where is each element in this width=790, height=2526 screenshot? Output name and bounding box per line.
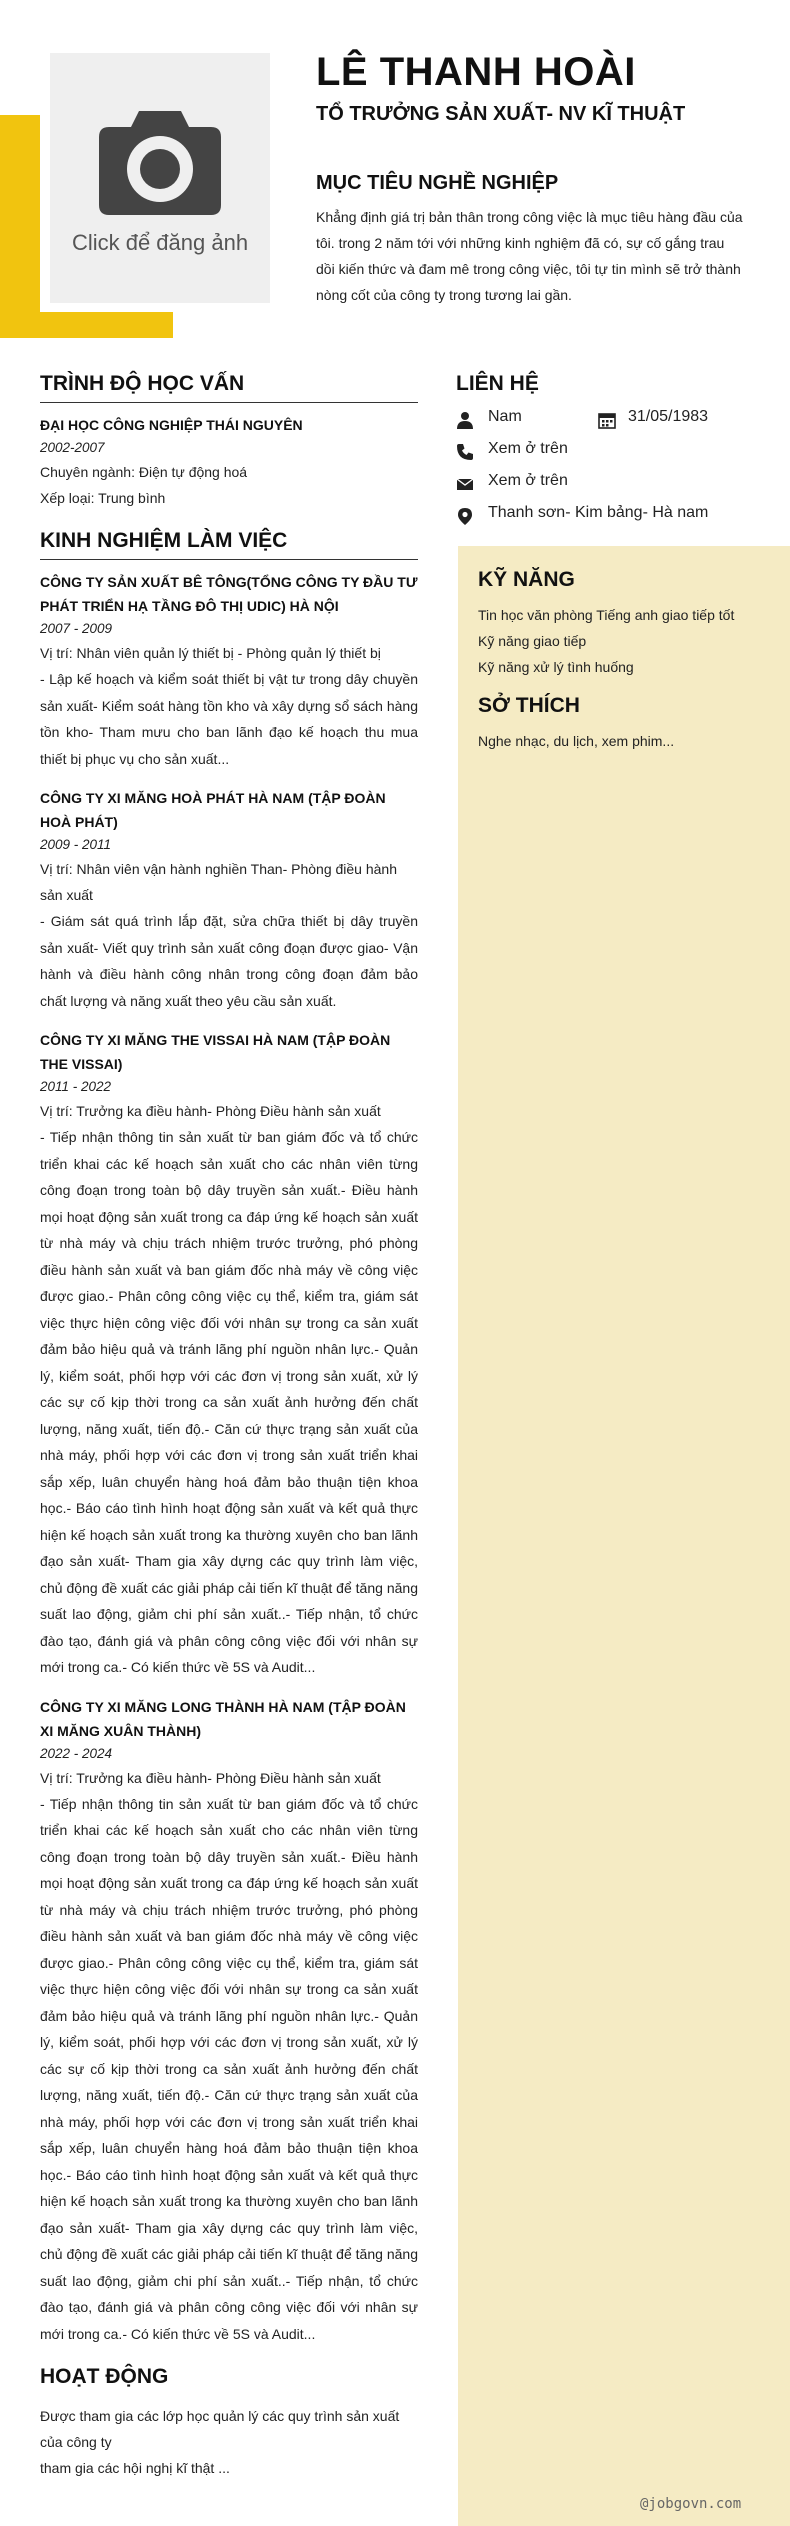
job-position: Vị trí: Nhân viên quản lý thiết bị - Phòng quản lý thiết bị	[40, 645, 381, 661]
education-section	[40, 372, 418, 511]
education-grade: Xếp loại: Trung bình	[40, 490, 166, 506]
hobbies-section	[478, 694, 770, 754]
calendar-icon	[598, 411, 616, 429]
job-entry	[40, 1028, 418, 1681]
activities-section	[40, 2365, 418, 2481]
location-pin-icon	[456, 507, 474, 525]
contact-row-gender-birthdate	[456, 404, 790, 436]
accent-bar-vertical	[0, 115, 40, 338]
school-name: ĐẠI HỌC CÔNG NGHIỆP THÁI NGUYÊN	[40, 417, 303, 433]
envelope-icon	[456, 475, 474, 493]
contact-row-email	[456, 468, 790, 500]
contact-birthdate: 31/05/1983	[628, 408, 709, 425]
education-major: Chuyên ngành: Điện tự động hoá	[40, 464, 248, 480]
contact-email: Xem ở trên	[488, 472, 568, 489]
job-position: Vị trí: Trưởng ka điều hành- Phòng Điều hành sản xuất	[40, 1769, 381, 1786]
candidate-name: LÊ THANH HOÀI	[316, 50, 636, 94]
hobbies-heading: SỞ THÍCH	[478, 694, 580, 717]
job-description: - Lập kế hoạch và kiểm soát thiết bị vật tư trong dây chuyền sản xuất- Kiểm soát hàng tồn kho và xây dựng sổ sách hàng tồn kho- Tham mưu cho ban lãnh đạo kế hoạch thu mua thiết bị phục vụ cho sản xuất...	[40, 671, 418, 767]
sidebar-panel	[458, 546, 790, 2526]
activities-heading: HOẠT ĐỘNG	[40, 2365, 169, 2388]
objective-text: Khẳng định giá trị bản thân trong công việc là mục tiêu hàng đầu của tôi. trong 2 năm tới với những kinh nghiệm đã có, sự cố gắng trau dồi kiến thức và đam mê trong công việc, tôi tự tin mình sẽ trở thành nòng cốt của công ty trong tương lai gần.	[316, 209, 743, 303]
education-heading: TRÌNH ĐỘ HỌC VẤN	[40, 372, 418, 403]
hobbies-text: Nghe nhạc, du lịch, xem phim...	[478, 733, 675, 749]
photo-caption: Click để đăng ảnh	[71, 230, 249, 255]
job-entry	[40, 570, 418, 772]
phone-icon	[456, 443, 474, 461]
contact-address: Thanh sơn- Kim bảng- Hà nam	[488, 504, 709, 521]
contact-section	[456, 372, 790, 532]
skill-item: Tin học văn phòng Tiếng anh giao tiếp tốt	[478, 607, 735, 623]
job-entry	[40, 786, 418, 1014]
profile-photo-placeholder[interactable]	[50, 53, 270, 303]
contact-row-address	[456, 500, 790, 532]
skill-item: Kỹ năng giao tiếp	[478, 633, 587, 649]
job-company: CÔNG TY XI MĂNG LONG THÀNH HÀ NAM (TẬP ĐOÀN XI MĂNG XUÂN THÀNH)	[40, 1698, 406, 1739]
job-period: 2009 - 2011	[40, 837, 112, 852]
job-title: TỔ TRƯỞNG SẢN XUẤT- NV KĨ THUẬT	[316, 103, 686, 125]
skills-heading: KỸ NĂNG	[478, 568, 575, 591]
job-description: - Tiếp nhận thông tin sản xuất từ ban giám đốc và tổ chức triển khai các kế hoạch sản xuất cho các nhân viên từng công đoạn trong toàn bộ dây truyền sản xuất.- Điều hành mọi hoạt động sản xuất trong ca đáp ứng kế hoạch sản xuất từ nhà máy và chịu trách nhiệm trước trưởng, phó phòng điều hành sản xuất và ban giám đốc nhà máy về công việc được giao.- Phân công công việc cụ thể, kiểm tra, giám sát việc thực hiện công việc đối với nhân sự trong ca sản xuất đảm bảo hiệu quả và tránh lãng phí nguồn nhân lực.- Quản lý, kiểm soát, phối hợp với các đơn vị trong sản xuất, xử lý các sự cố kịp thời trong ca sản xuất ảnh hưởng đến chất lượng, năng xuất, tiến độ.- Căn cứ thực trạng sản xuất của nhà máy, phối hợp với các đơn vị trong sản xuất triển khai sắp xếp, luân chuyển hàng hoá đảm bảo thuận tiện khoa học.- Báo cáo tình hình hoạt động sản xuất và kết quả thực hiện kế hoạch sản xuất trong ka thường xuyên cho ban lãnh đạo sản xuất- Tham gia xây dựng các quy trình làm việc, chủ động đề xuất các giải pháp cải tiến kĩ thuật để tăng năng suất lao động, giảm chi phí sản xuất..- Tiếp nhận, tổ chức đào tạo, đánh giá và phân công công việc đối với nhân sự mới trong ca.- Có kiến thức về 5S và Audit...	[40, 1129, 418, 1675]
objective-heading: MỤC TIÊU NGHỀ NGHIỆP	[316, 172, 559, 194]
job-period: 2022 - 2024	[40, 1745, 113, 1761]
job-entry	[40, 1695, 418, 2348]
person-icon	[456, 411, 474, 429]
education-period: 2002-2007	[40, 440, 105, 455]
watermark: @jobgovn.com	[640, 2496, 742, 2512]
job-position: Vị trí: Trưởng ka điều hành- Phòng Điều hành sản xuất	[40, 1103, 381, 1119]
activity-item: Được tham gia các lớp học quản lý các quy trình sản xuất của công ty	[40, 2408, 400, 2450]
experience-section	[40, 529, 418, 2347]
skill-item: Kỹ năng xử lý tình huống	[478, 659, 634, 675]
accent-bar-horizontal	[0, 312, 173, 338]
job-position: Vị trí: Nhân viên vận hành nghiền Than- Phòng điều hành sản xuất	[40, 861, 397, 903]
main-column	[40, 372, 418, 2499]
job-period: 2007 - 2009	[40, 621, 113, 636]
job-company: CÔNG TY XI MĂNG HOÀ PHÁT HÀ NAM (TẬP ĐOÀN HOÀ PHÁT)	[40, 790, 386, 830]
contact-heading: LIÊN HỆ	[456, 372, 539, 395]
camera-icon	[95, 93, 225, 223]
job-description: - Tiếp nhận thông tin sản xuất từ ban giám đốc và tổ chức triển khai các kế hoạch sản xuất cho các nhân viên từng công đoạn trong toàn bộ dây truyền sản xuất.- Điều hành mọi hoạt động sản xuất trong ca đáp ứng kế hoạch sản xuất từ nhà máy và chịu trách nhiệm trước trưởng, phó phòng điều hành sản xuất và ban giám đốc nhà máy về công việc được giao.- Phân công công việc cụ thể, kiểm tra, giám sát việc thực hiện công việc đối với nhân sự trong ca sản xuất đảm bảo hiệu quả và tránh lãng phí nguồn nhân lực.- Quản lý, kiểm soát, phối hợp với các đơn vị trong sản xuất, xử lý các sự cố kịp thời trong ca sản xuất ảnh hưởng đến chất lượng, năng xuất, tiến độ.- Căn cứ thực trạng sản xuất của nhà máy, phối hợp với các đơn vị trong sản xuất triển khai sắp xếp, luân chuyển hàng hoá đảm bảo thuận tiện khoa học.- Báo cáo tình hình hoạt động sản xuất và kết quả thực hiện kế hoạch sản xuất trong ka thường xuyên cho ban lãnh đạo sản xuất- Tham gia xây dựng các quy trình làm việc, chủ động đề xuất các giải pháp cải tiến kĩ thuật để tăng năng suất lao động, giảm chi phí sản xuất..- Tiếp nhận, tổ chức đào tạo, đánh giá và phân công công việc đối với nhân sự mới trong ca.- Có kiến thức về 5S và Audit...	[40, 1795, 418, 2342]
job-company: CÔNG TY XI MĂNG THE VISSAI HÀ NAM (TẬP ĐOÀN THE VISSAI)	[40, 1032, 391, 1072]
contact-phone: Xem ở trên	[488, 440, 568, 457]
job-description: - Giám sát quá trình lắp đặt, sửa chữa thiết bị dây truyền sản xuất- Viết quy trình sản xuất công đoạn được giao- Vận hành và điều hành công nhân trong công đoạn đảm bảo chất lượng và năng xuất theo yêu cầu sản xuất.	[40, 913, 418, 1009]
contact-row-phone	[456, 436, 790, 468]
activity-item: tham gia các hội nghị kĩ thật ...	[40, 2460, 230, 2476]
experience-heading: KINH NGHIỆM LÀM VIỆC	[40, 529, 418, 560]
job-period: 2011 - 2022	[40, 1079, 112, 1094]
contact-gender: Nam	[488, 408, 522, 425]
job-company: CÔNG TY SẢN XUẤT BÊ TÔNG(TỔNG CÔNG TY ĐẦU TƯ PHÁT TRIỂN HẠ TẦNG ĐÔ THỊ UDIC) HÀ NỘI	[40, 574, 418, 614]
